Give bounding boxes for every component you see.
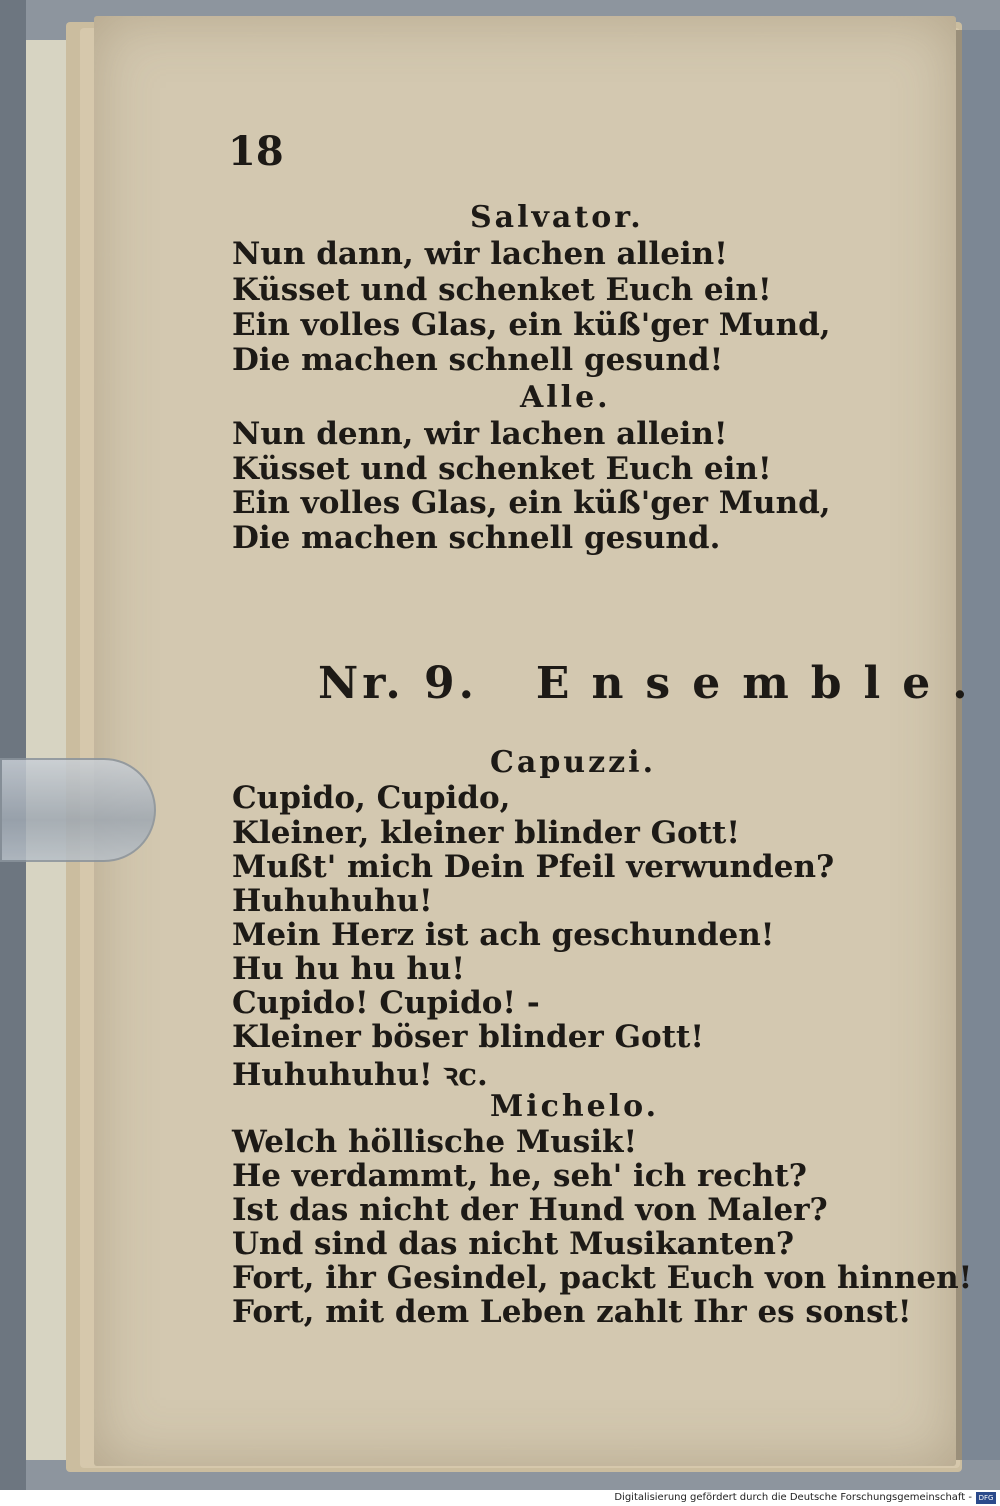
verse-line: Ein volles Glas, ein küß'ger Mund, [232,485,831,521]
verse-line: Hu hu hu hu! [232,951,466,987]
verse-line: Die machen schnell gesund! [232,342,724,378]
verse-line: Ein volles Glas, ein küß'ger Mund, [232,307,831,343]
speaker-capuzzi: Capuzzi. [490,745,657,780]
verse-line: Fort, ihr Gesindel, packt Euch von hinnen! [232,1260,973,1296]
verse-line: Fort, mit dem Leben zahlt Ihr es sonst! [232,1294,912,1330]
page-number: 18 [228,128,284,175]
verse-line: Und sind das nicht Musikanten? [232,1226,795,1262]
footer-credit: Digitalisierung gefördert durch die Deutsche Forschungsgemeinschaft - [614,1492,972,1503]
verse-line: Mußt' mich Dein Pfeil verwunden? [232,849,835,885]
verse-line: Welch höllische Musik! [232,1124,638,1160]
verse-line: He verdammt, he, seh' ich recht? [232,1158,807,1194]
verse-line: Cupido, Cupido, [232,780,511,816]
section-title: Ensemble. [535,658,990,709]
verse-line: Nun denn, wir lachen allein! [232,416,728,452]
section-number: Nr. 9. [318,658,478,709]
section-heading [318,658,990,709]
dfg-logo-icon: DFG [976,1492,996,1504]
speaker-alle: Alle. [520,380,611,415]
scanner-edge [956,30,1000,1460]
verse-line: Die machen schnell gesund. [232,520,721,556]
verse-line: Küsset und schenket Euch ein! [232,451,772,487]
verse-line: Ist das nicht der Hund von Maler? [232,1192,828,1228]
verse-line: Huhuhuhu! [232,883,433,919]
verse-line: Kleiner böser blinder Gott! [232,1019,704,1055]
verse-line: Nun dann, wir lachen allein! [232,236,728,272]
verse-line: Cupido! Cupido! - [232,985,540,1021]
speaker-michelo: Michelo. [490,1089,660,1124]
verse-line: Küsset und schenket Euch ein! [232,272,772,308]
digitization-footer [0,1490,1000,1506]
verse-line: Huhuhuhu! ꝛc. [232,1057,488,1093]
page-clip [0,758,156,862]
verse-line: Mein Herz ist ach geschunden! [232,917,775,953]
book-spine [0,0,26,1490]
verse-line: Kleiner, kleiner blinder Gott! [232,815,740,851]
speaker-salvator: Salvator. [470,200,644,235]
